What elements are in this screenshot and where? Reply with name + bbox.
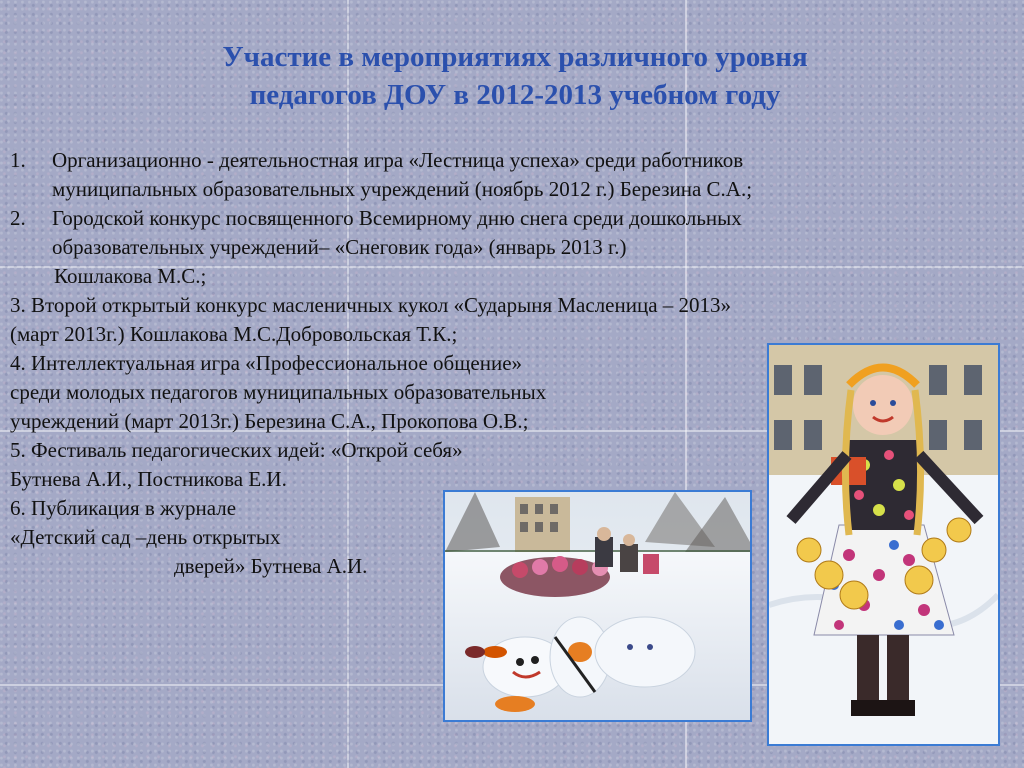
list-item-2-line-1: Городской конкурс посвященного Всемирному дню снега среди дошкольных — [52, 206, 742, 230]
title-line-2: педагогов ДОУ в 2012-2013 учебном году — [249, 79, 781, 111]
list-number-2: 2. — [10, 206, 26, 230]
list-item-1-line-1: Организационно - деятельностная игра «Лестница успеха» среди работников — [52, 148, 744, 172]
list-item-2-line-2: образовательных учреждений– «Снеговик года» (январь 2013 г.) — [52, 235, 627, 259]
list-item-5-line-1: 5. Фестиваль педагогических идей: «Открой себя» — [10, 438, 463, 462]
title-line-1: Участие в мероприятиях различного уровня — [222, 41, 808, 73]
maslenitsa-doll-photo — [767, 343, 1000, 746]
list-item-4-line-2: среди молодых педагогов муниципальных образовательных — [10, 380, 547, 404]
list-item-5-line-2: Бутнева А.И., Постникова Е.И. — [10, 467, 287, 491]
list-item-4-line-1: 4. Интеллектуальная игра «Профессиональное общение» — [10, 351, 523, 375]
maslenitsa-doll-image — [769, 345, 998, 744]
list-item-2-line-3: Кошлакова М.С.; — [54, 264, 207, 288]
snowmen-photo — [443, 490, 752, 722]
list-item-6-line-3: дверей» Бутнева А.И. — [174, 554, 368, 578]
list-item-6-line-1: 6. Публикация в журнале — [10, 496, 237, 520]
list-item-3-line-1: 3. Второй открытый конкурс масленичных кукол «Сударыня Масленица – 2013» — [10, 293, 732, 317]
list-item-1-line-2: муниципальных образовательных учреждений (ноябрь 2012 г.) Березина С.А.; — [52, 177, 753, 201]
list-number-1: 1. — [10, 148, 26, 172]
list-item-4-line-3: учреждений (март 2013г.) Березина С.А., Прокопова О.В.; — [10, 409, 529, 433]
list-item-3-line-2: (март 2013г.) Кошлакова М.С.Добровольская Т.К.; — [10, 322, 458, 346]
list-item-6-line-2: «Детский сад –день открытых — [10, 525, 281, 549]
slide-title — [60, 38, 970, 114]
snowmen-photo-image — [445, 492, 750, 720]
